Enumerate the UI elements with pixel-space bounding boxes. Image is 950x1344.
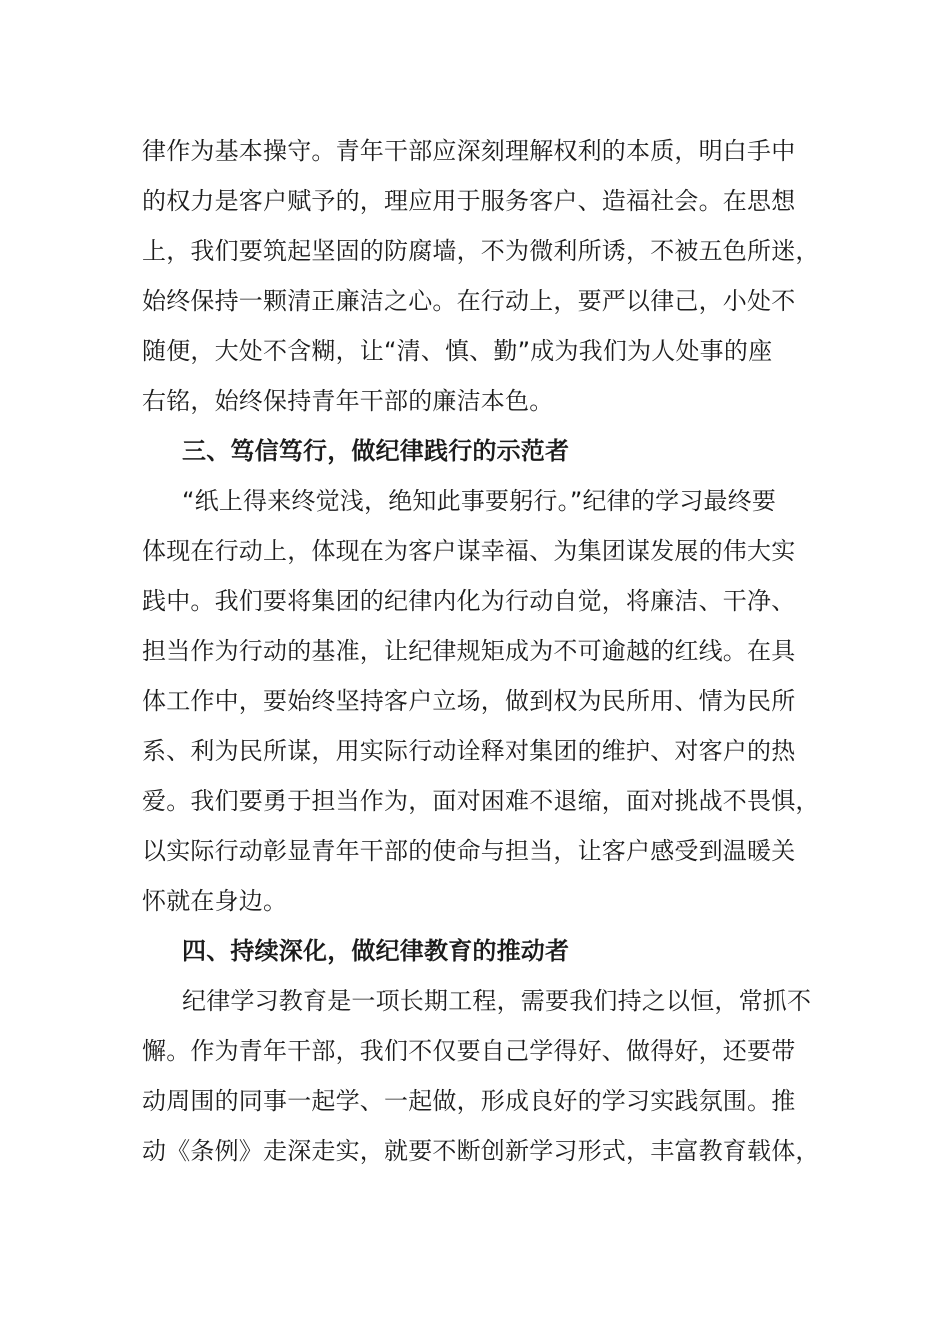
document-body: [142, 126, 822, 1176]
body-line: 的权力是客户赋予的，理应用于服务客户、造福社会。在思想: [142, 187, 796, 215]
paragraph-first-line: 纪律学习教育是一项长期工程，需要我们持之以恒，常抓不: [182, 987, 812, 1015]
section-heading-4: 四、持续深化，做纪律教育的推动者: [182, 937, 570, 965]
section-heading-3: 三、笃信笃行，做纪律践行的示范者: [182, 437, 570, 465]
paragraph-first-line: “纸上得来终觉浅，绝知此事要躬行。”纪律的学习最终要: [182, 487, 777, 515]
body-line: 懈。作为青年干部，我们不仅要自己学得好、做得好，还要带: [142, 1037, 796, 1065]
body-line: 怀就在身边。: [142, 887, 288, 915]
body-line: 系、利为民所谋，用实际行动诠释对集团的维护、对客户的热: [142, 737, 796, 765]
body-line: 担当作为行动的基准，让纪律规矩成为不可逾越的红线。在具: [142, 637, 796, 665]
body-line: 体工作中，要始终坚持客户立场，做到权为民所用、情为民所: [142, 687, 796, 715]
body-line: 践中。我们要将集团的纪律内化为行动自觉，将廉洁、干净、: [142, 587, 796, 615]
body-line: 始终保持一颗清正廉洁之心。在行动上，要严以律己，小处不: [142, 287, 796, 315]
body-line: 动周围的同事一起学、一起做，形成良好的学习实践氛围。推: [142, 1087, 796, 1115]
body-line: 以实际行动彰显青年干部的使命与担当，让客户感受到温暖关: [142, 837, 796, 865]
body-line: 右铭，始终保持青年干部的廉洁本色。: [142, 387, 554, 415]
body-line: 律作为基本操守。青年干部应深刻理解权利的本质，明白手中: [142, 137, 796, 165]
body-line: 随便，大处不含糊，让“清、慎、勤”成为我们为人处事的座: [142, 337, 773, 365]
body-line: 上，我们要筑起坚固的防腐墙，不为微利所诱，不被五色所迷，: [142, 237, 820, 265]
body-line: 动《条例》走深走实，就要不断创新学习形式，丰富教育载体，: [142, 1137, 820, 1165]
body-line: 爱。我们要勇于担当作为，面对困难不退缩，面对挑战不畏惧，: [142, 787, 820, 815]
body-line: 体现在行动上，体现在为客户谋幸福、为集团谋发展的伟大实: [142, 537, 796, 565]
